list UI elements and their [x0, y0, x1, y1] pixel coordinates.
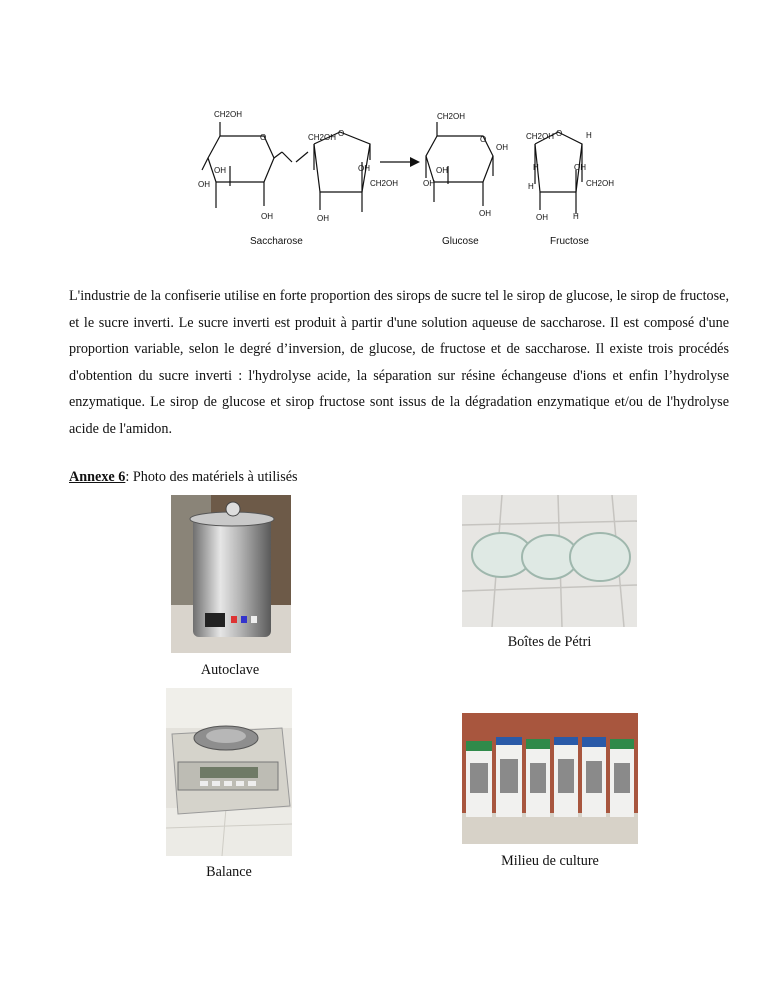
annexe-label: Annexe 6: [69, 469, 126, 485]
reaction-diagram: [190, 100, 620, 255]
annexe-text: : Photo des matériels à utilisés: [125, 469, 298, 485]
body-paragraph: [69, 283, 729, 443]
svg-text:H: H: [573, 212, 579, 221]
culture-medium-caption: Milieu de culture: [501, 853, 599, 869]
svg-text:O: O: [260, 133, 267, 142]
svg-text:CH2OH: CH2OH: [370, 179, 399, 188]
petri-dishes-caption: Boîtes de Pétri: [507, 634, 592, 650]
svg-text:OH: OH: [436, 166, 448, 175]
svg-text:OH: OH: [198, 180, 210, 189]
svg-text:CH2OH: CH2OH: [526, 132, 555, 141]
svg-text:CH2OH: CH2OH: [214, 110, 243, 119]
annexe-heading: [69, 469, 298, 486]
svg-text:OH: OH: [479, 209, 491, 218]
svg-text:OH: OH: [536, 213, 548, 222]
svg-text:CH2OH: CH2OH: [586, 179, 615, 188]
hydrolysis-reaction-figure: [190, 100, 620, 255]
balance-photo: [166, 688, 292, 856]
saccharose-glucose-ring: [208, 136, 274, 182]
svg-text:H: H: [533, 163, 539, 172]
fructose-ring: [535, 132, 582, 192]
fructose-label: Fructose: [550, 236, 589, 247]
culture-medium-photo: [462, 713, 638, 844]
svg-text:H: H: [528, 182, 534, 191]
svg-text:OH: OH: [214, 166, 226, 175]
svg-text:CH2OH: CH2OH: [308, 133, 337, 142]
svg-text:H: H: [586, 131, 592, 140]
svg-text:OH: OH: [317, 214, 329, 223]
svg-text:CH2OH: CH2OH: [437, 112, 466, 121]
autoclave-caption: Autoclave: [200, 662, 260, 678]
reaction-arrow-icon: [410, 157, 420, 167]
balance-caption: Balance: [206, 864, 252, 880]
autoclave-photo: [171, 495, 291, 653]
petri-dishes-photo: [462, 495, 637, 627]
svg-text:O: O: [338, 129, 345, 138]
svg-text:OH: OH: [574, 163, 586, 172]
paragraph-text: L'industrie de la confiserie utilise en forte proportion des sirops de sucre tel le sirop de glucose, le sirop de fructose, et le sucre inverti. Le sucre inverti est produit à partir d'une solution aqueuse de saccharose. Il est composé d'une proportion variable, selon le degré d’inversion, de glucose, de fructose et de saccharose. Il existe trois procédés d'obtention du sucre inverti : l'hydrolyse acide, la séparation sur résine échangeuse d'ions et enfin l’hydrolyse enzymatique. Le sirop de glucose et sirop fructose sont issus de la dégradation enzymatique et/ou de l'hydrolyse acide de l'amidon.: [69, 288, 729, 437]
svg-text:OH: OH: [261, 212, 273, 221]
svg-text:OH: OH: [423, 179, 435, 188]
glucose-label: Glucose: [442, 236, 479, 247]
svg-text:O: O: [556, 129, 563, 138]
svg-text:O: O: [480, 135, 487, 144]
svg-text:OH: OH: [496, 143, 508, 152]
saccharose-label: Saccharose: [250, 236, 303, 247]
svg-text:OH: OH: [358, 164, 370, 173]
